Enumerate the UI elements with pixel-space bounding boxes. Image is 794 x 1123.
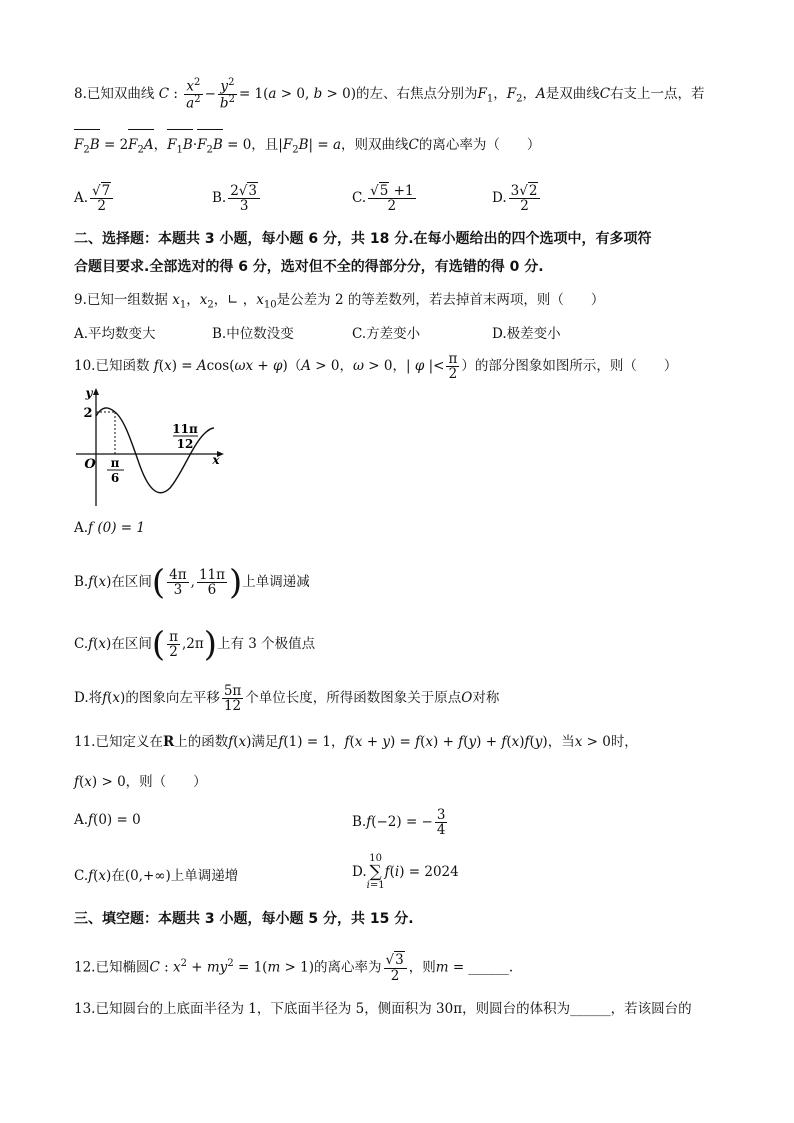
q11-stem-line2: f(x) > 0，则（ ） — [74, 774, 207, 790]
q8-option-c[interactable]: C. $\frac{√5 +1}{2}$ — [352, 182, 414, 214]
q8-line1: 8.已知双曲线 C : $\frac{x^2}{a^2}$ − $\frac{y^2}{b^2}$ = 1(a > 0, b > 0)的左、右焦点分别为$F_1$，$F_2$，A是双曲线C右支上一点，若 — [74, 77, 705, 112]
y-axis-label: y — [85, 386, 93, 400]
q11-option-c[interactable]: C.f(x)在(0,+∞)上单调递增 — [74, 868, 239, 884]
q11-option-d[interactable]: D. 10 ∑ i=1 f(i) = 2024 — [352, 853, 459, 891]
q11-option-b[interactable]: B.f(−2) = − $\frac{3}{4}$ — [352, 806, 446, 838]
section3-heading: 三、填空题：本题共 3 小题，每小题 5 分，共 15 分. — [74, 911, 414, 927]
q10-option-d[interactable]: D.将f(x)的图象向左平移 $\frac{5\pi}{12}$ 个单位长度，所得函数图象关于原点O对称 — [74, 682, 500, 714]
q11-stem-line1: 11.已知定义在R上的函数f(x)满足f(1) = 1，f(x + y) = f(x) + f(y) + f(x)f(y)，当x > 0时， — [74, 734, 638, 750]
label-11pi12-num: 11π — [172, 422, 198, 436]
q8-option-a[interactable]: A. $\frac{√7}{2}$ — [74, 176, 115, 220]
q12-stem: 12.已知椭圆C : $x^2 + my^2 = 1(m > 1)$的离心率为 $\frac{√3}{2}$ ，则m = ______. — [74, 952, 514, 984]
label-11pi12-den: 12 — [176, 437, 194, 451]
section2-line1: 二、选择题：本题共 3 小题，每小题 6 分，共 18 分.在每小题给出的四个选项中，有多项符 — [74, 231, 652, 247]
q9-option-c[interactable]: C.方差变小 — [352, 326, 421, 342]
origin-label: O — [84, 457, 96, 472]
q9-option-a[interactable]: A.平均数变大 — [74, 326, 156, 342]
y-axis-arrow — [93, 388, 99, 395]
q10-graph — [72, 386, 228, 510]
q10-option-c[interactable]: C.f(x)在区间( $\frac{\pi}{2}$ ,2π)上有 3 个极值点 — [74, 624, 316, 665]
q9-stem: 9.已知一组数据 $x_1$，$x_2$，∟ ，$x_{10}$是公差为 2 的等差数列，若去掉首末两项，则（ ） — [74, 292, 605, 311]
q8-line2: $F_2B = 2F_2A$，$F_1B\cdot F_2B = 0$，且$|F_2B| = a$，则双曲线C的离心率为（ ） — [74, 132, 540, 158]
label-pi6-num: π — [110, 456, 120, 470]
q9-option-b[interactable]: B.中位数没变 — [212, 326, 294, 342]
q8-option-b[interactable]: B. $\frac{2√3}{3}$ — [212, 176, 262, 220]
q11-option-a[interactable]: A.f(0) = 0 — [74, 812, 141, 828]
q9-option-d[interactable]: D.极差变小 — [492, 326, 561, 342]
q10-option-a[interactable]: A.f (0) = 1 — [74, 520, 145, 536]
x-axis-label: x — [212, 453, 220, 467]
q13-stem: 13.已知圆台的上底面半径为 1，下底面半径为 5，侧面积为 30π，则圆台的体积为______，若该圆台的 — [74, 1001, 692, 1017]
q10-stem: 10.已知函数 f(x) = Acos(ωx + φ)（A > 0，ω > 0，| φ |< $\frac{\pi}{2}$ ）的部分图象如图所示，则（ ） — [74, 350, 678, 382]
max-value-label: 2 — [83, 406, 93, 421]
q10-option-b[interactable]: B.f(x)在区间( $\frac{4\pi}{3}$ , $\frac{11\pi}{6}$ )上单调递减 — [74, 562, 310, 603]
q8-option-d[interactable]: D. $\frac{3√2}{2}$ — [492, 176, 542, 220]
label-pi6-den: 6 — [110, 471, 120, 485]
section2-line2: 合题目要求.全部选对的得 6 分，选对但不全的得部分分，有选错的得 0 分. — [74, 259, 544, 275]
